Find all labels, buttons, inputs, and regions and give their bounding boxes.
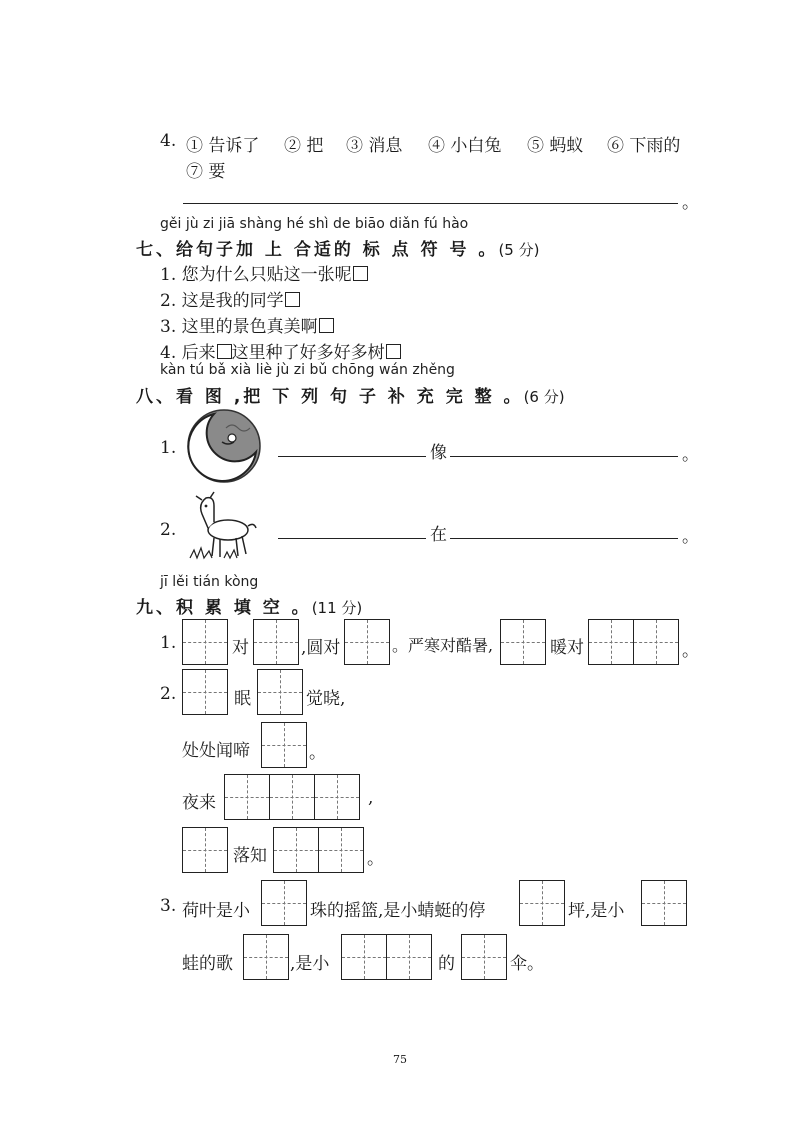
punctuation-box[interactable]	[285, 292, 300, 307]
q4-end-mark: 。	[682, 193, 699, 213]
section8-item-2-blank-2[interactable]	[450, 538, 678, 539]
section9-item-3-text: 荷叶是小	[182, 901, 250, 921]
writing-grid[interactable]	[257, 669, 303, 715]
section8-item-2-middle: 在	[430, 525, 447, 545]
writing-grid[interactable]	[253, 619, 299, 665]
writing-grid[interactable]	[182, 669, 228, 715]
section9-title: 九、积 累 填 空 。(11 分)	[136, 598, 363, 618]
section9-item-3-text: 蛙的歌	[182, 954, 233, 974]
section8-item-1-middle: 像	[430, 443, 447, 463]
poem-text: 。	[309, 743, 326, 763]
section7-item-4: 4. 后来 这里种了好多好多树	[160, 338, 401, 363]
moon-illustration	[186, 408, 262, 484]
page-number: 75	[393, 1053, 407, 1066]
section9-item-1-number: 1.	[160, 633, 177, 653]
writing-grid[interactable]	[500, 619, 546, 665]
q4-option-1: ① 告诉了	[186, 136, 260, 156]
section9-item-1-text: 暖对	[550, 638, 584, 658]
poem-text: 落知	[233, 846, 267, 866]
section9-item-1-text: 。	[682, 641, 699, 661]
section8-title: 八、看 图 ,把 下 列 句 子 补 充 完 整 。(6 分)	[136, 387, 565, 407]
section8-item-1-blank-1[interactable]	[278, 456, 426, 457]
poem-text: ,	[368, 788, 374, 808]
q4-option-7: ⑦ 要	[186, 162, 226, 182]
section9-item-3-text: 坪,是小	[568, 901, 625, 921]
writing-grid[interactable]	[461, 934, 507, 980]
q4-option-5: ⑤ 蚂蚁	[527, 136, 584, 156]
section9-item-2-number: 2.	[160, 684, 177, 704]
section9-item-3-text: 伞。	[510, 954, 544, 974]
writing-grid[interactable]	[273, 827, 364, 873]
section8-item-2-end: 。	[682, 527, 699, 547]
q4-option-6: ⑥ 下雨的	[607, 136, 681, 156]
q4-answer-line[interactable]	[183, 203, 678, 204]
section9-item-3-text: ,是小	[290, 954, 330, 974]
writing-grid[interactable]	[344, 619, 390, 665]
punctuation-box[interactable]	[217, 344, 232, 359]
section8-item-1-end: 。	[682, 445, 699, 465]
writing-grid[interactable]	[588, 619, 679, 665]
punctuation-box[interactable]	[319, 318, 334, 333]
q4-number: 4.	[160, 131, 177, 151]
poem-text: 觉晓,	[306, 689, 346, 709]
writing-grid[interactable]	[224, 774, 360, 820]
poem-text: 处处闻啼	[182, 741, 250, 761]
section9-item-1-text: ,圆对	[301, 638, 341, 658]
section7-pinyin: gěi jù zi jiā shàng hé shì de biāo diǎn fú hào	[160, 216, 469, 232]
poem-text: 夜来	[182, 793, 216, 813]
q4-option-4: ④ 小白兔	[428, 136, 502, 156]
section9-item-3-number: 3.	[160, 896, 177, 916]
section7-score: (5 分)	[498, 241, 540, 259]
section8-item-1-blank-2[interactable]	[450, 456, 678, 457]
section8-score: (6 分)	[523, 388, 565, 406]
writing-grid[interactable]	[261, 722, 307, 768]
writing-grid[interactable]	[182, 619, 228, 665]
writing-grid[interactable]	[243, 934, 289, 980]
poem-text: 眠	[234, 689, 251, 709]
writing-grid[interactable]	[261, 880, 307, 926]
section7-item-3: 3. 这里的景色真美啊	[160, 312, 334, 337]
punctuation-box[interactable]	[386, 344, 401, 359]
q4-option-3: ③ 消息	[346, 136, 403, 156]
section8-item-2-blank-1[interactable]	[278, 538, 426, 539]
writing-grid[interactable]	[641, 880, 687, 926]
section7-item-1: 1. 您为什么只贴这一张呢	[160, 260, 368, 285]
section8-item-1-number: 1.	[160, 438, 177, 458]
section9-score: (11 分)	[311, 599, 363, 617]
section7-item-2: 2. 这是我的同学	[160, 286, 300, 311]
section9-item-1-text: 。严寒对酷暑,	[392, 636, 494, 655]
writing-grid[interactable]	[519, 880, 565, 926]
writing-grid[interactable]	[341, 934, 432, 980]
section9-pinyin: jī lěi tián kòng	[160, 574, 259, 590]
punctuation-box[interactable]	[353, 266, 368, 281]
goat-illustration	[184, 490, 264, 564]
writing-grid[interactable]	[182, 827, 228, 873]
section8-item-2-number: 2.	[160, 520, 177, 540]
section9-item-3-text: 珠的摇篮,是小蜻蜓的停	[310, 901, 486, 921]
section8-pinyin: kàn tú bǎ xià liè jù zi bǔ chōng wán zhěng	[160, 362, 455, 378]
poem-text: 。	[367, 849, 384, 869]
section7-title: 七、给句子加 上 合适的 标 点 符 号 。(5 分)	[136, 240, 540, 260]
q4-option-2: ② 把	[284, 136, 324, 156]
section9-item-1-text: 对	[232, 638, 249, 658]
section9-item-3-text: 的	[438, 954, 455, 974]
